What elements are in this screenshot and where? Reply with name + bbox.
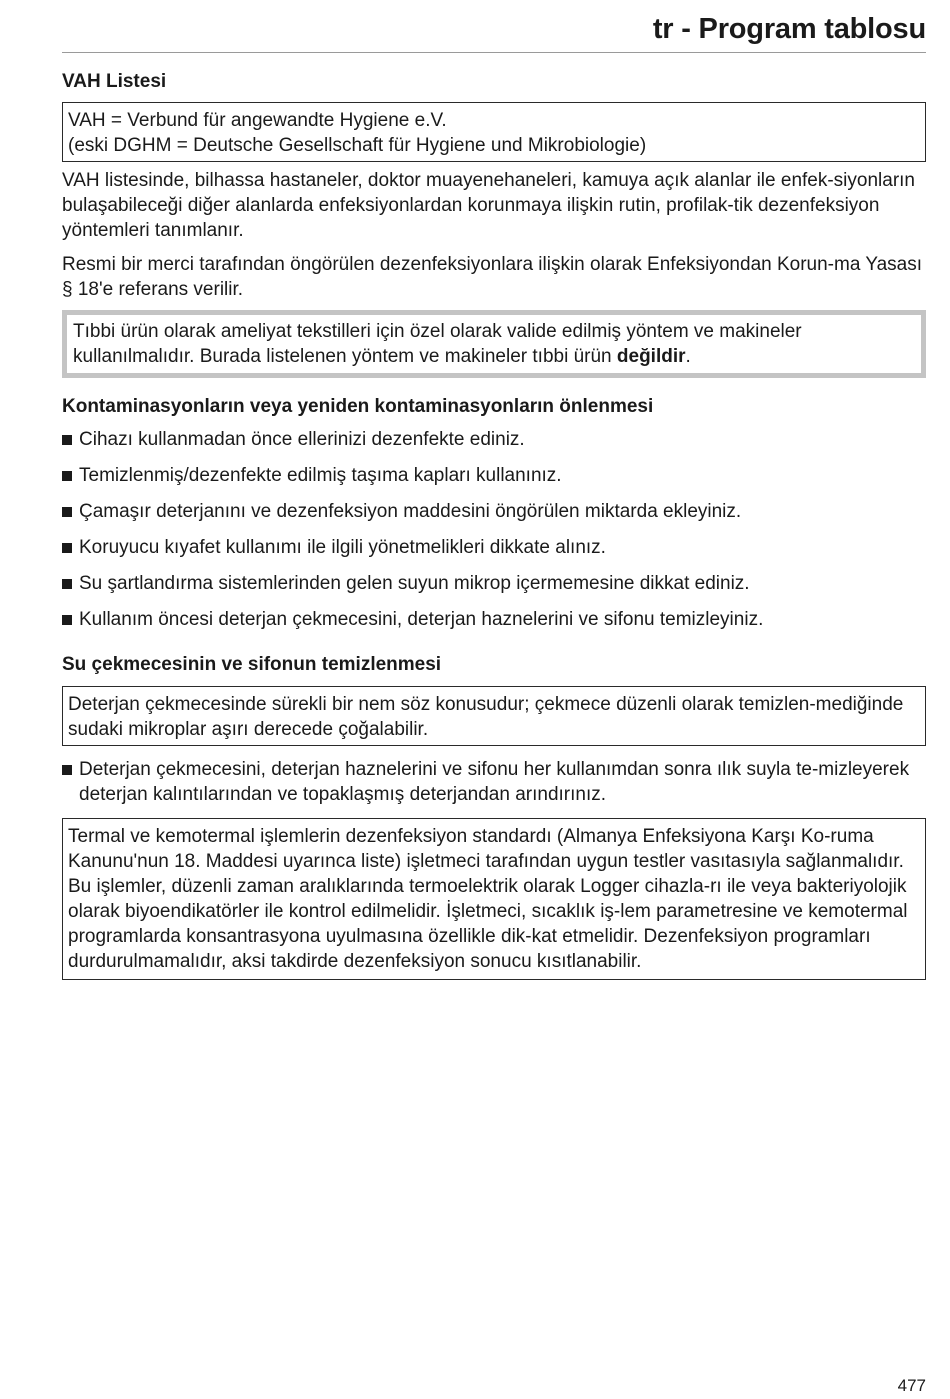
moisture-warning-box — [62, 686, 926, 746]
page-title: tr - Program tablosu — [652, 13, 926, 45]
list-item-text: Su şartlandırma sistemlerinden gelen suyun mikrop içermemesine dikkat ediniz. — [79, 573, 750, 594]
disinfection-standard-box — [62, 818, 926, 980]
vah-definition-box — [62, 102, 926, 162]
vah-definition-line1: VAH = Verbund für angewandte Hygiene e.V. — [68, 110, 447, 131]
contamination-list — [62, 427, 926, 632]
medical-product-note-box — [62, 310, 926, 378]
list-item-text: Deterjan çekmecesini, deterjan haznelerini ve sifonu her kullanımdan sonra ılık suyla te-mizleyerek deterjan kalıntılarından ve topaklaşmış deterjandan arındırınız. — [79, 759, 910, 805]
medical-product-note — [73, 319, 915, 369]
list-item-text: Kullanım öncesi deterjan çekmecesini, deterjan haznelerini ve sifonu temizleyiniz. — [79, 609, 764, 630]
vah-paragraph-2 — [62, 252, 926, 302]
note-text: Tıbbi ürün olarak ameliyat tekstilleri için özel olarak valide edilmiş yöntem ve makineler kullanılmalıdır. Burada listelenen yöntem ve makineler tıbbi ürün — [73, 321, 802, 367]
vah-definition-line2: (eski DGHM = Deutsche Gesellschaft für Hygiene und Mikrobiologie) — [68, 135, 647, 156]
page-header — [62, 0, 926, 53]
bullet-square-icon — [62, 507, 72, 517]
list-item — [62, 499, 926, 524]
list-item — [62, 757, 926, 807]
cleaning-list — [62, 757, 926, 807]
moisture-warning-text: Deterjan çekmecesinde sürekli bir nem söz konusudur; çekmece düzenli olarak temizlen-mediğinde sudaki mikroplar aşırı derecede çoğalabilir. — [68, 694, 904, 740]
list-item — [62, 463, 926, 488]
note-period: . — [685, 346, 691, 367]
page-content — [62, 68, 926, 980]
note-bold-word: değildir — [616, 346, 686, 367]
list-item — [62, 571, 926, 596]
vah-heading: VAH Listesi — [62, 71, 167, 92]
list-item-text: Cihazı kullanmadan önce ellerinizi dezenfekte ediniz. — [79, 429, 525, 450]
vah-paragraph-1 — [62, 168, 926, 243]
list-item-text: Temizlenmiş/dezenfekte edilmiş taşıma kapları kullanınız. — [79, 465, 562, 486]
list-item-text: Koruyucu kıyafet kullanımı ile ilgili yönetmelikleri dikkate alınız. — [79, 537, 606, 558]
cleaning-heading: Su çekmecesinin ve sifonun temizlenmesi — [62, 654, 442, 675]
list-item — [62, 607, 926, 632]
page-number: 477 — [897, 1376, 926, 1395]
vah-paragraph-1-text: VAH listesinde, bilhassa hastaneler, doktor muayenehaneleri, kamuya açık alanlar ile enfek-siyonların bulaşabileceği diğer alanlarda enfeksiyonlardan korunmaya ilişkin rutin, profilak-tik dezenfeksiyon yöntemleri tanımlanır. — [62, 170, 915, 241]
disinfection-standard-text: Termal ve kemotermal işlemlerin dezenfeksiyon standardı (Almanya Enfeksiyona Karşı Ko-ruma Kanunu'nun 18. Maddesi uyarınca liste) işletmeci tarafından uygun testler vasıtasıyla sağlanmalıdır. Bu işlemler, düzenli zaman aralıklarında termoelektrik olarak Logger cihazla-rı ile veya bakteriyolojik olarak biyoendikatörler ile kontrol edilmelidir. İşletmeci, sıcaklık iş-lem parametresine ve kemotermal programlarda konsantrasyona uyulmasına özellikle dik-kat etmelidir. Dezenfeksiyon programları durdurulmamalıdır, aksi takdirde dezenfeksiyon sonucu kısıtlanabilir. — [68, 826, 908, 972]
list-item — [62, 535, 926, 560]
bullet-square-icon — [62, 435, 72, 445]
list-item — [62, 427, 926, 452]
bullet-square-icon — [62, 579, 72, 589]
list-item-text: Çamaşır deterjanını ve dezenfeksiyon maddesini öngörülen miktarda ekleyiniz. — [79, 501, 742, 522]
contamination-heading: Kontaminasyonların veya yeniden kontaminasyonların önlenmesi — [62, 396, 654, 417]
bullet-square-icon — [62, 615, 72, 625]
bullet-square-icon — [62, 471, 72, 481]
bullet-square-icon — [62, 543, 72, 553]
vah-paragraph-2-text: Resmi bir merci tarafından öngörülen dezenfeksiyonlara ilişkin olarak Enfeksiyondan Korun-ma Yasası § 18'e referans verilir. — [62, 254, 923, 300]
bullet-square-icon — [62, 765, 72, 775]
